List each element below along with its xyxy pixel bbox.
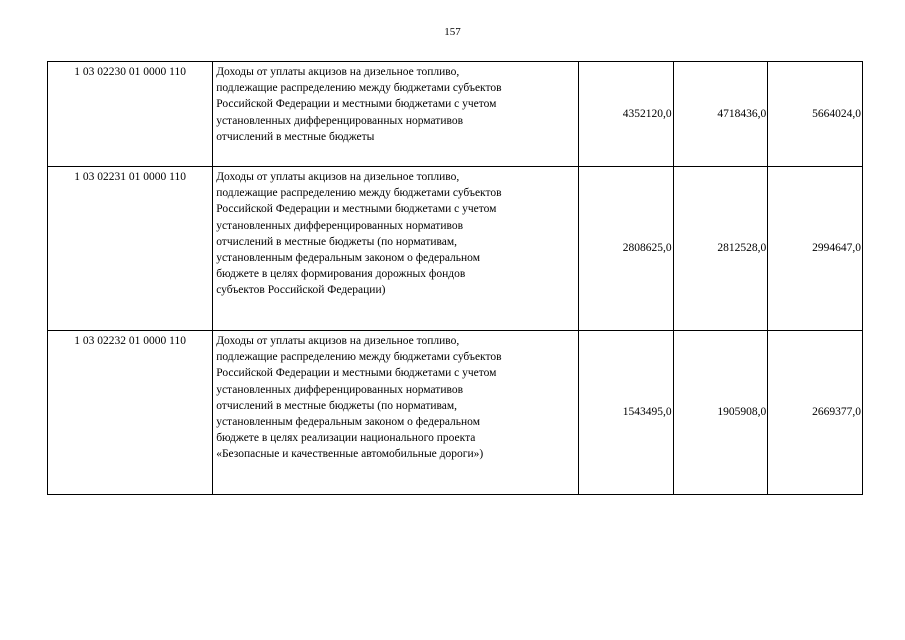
budget-classification-code: 1 03 02230 01 0000 110 — [48, 62, 213, 167]
revenue-description — [213, 331, 579, 495]
revenue-description — [213, 62, 579, 167]
amount-cell: 4352120,0 — [578, 62, 673, 167]
description-line: субъектов Российской Федерации) — [216, 284, 386, 297]
description-line: отчислений в местные бюджеты (по нормативам, — [216, 399, 458, 412]
description-line: Российской Федерации и местными бюджетами с учетом — [216, 98, 497, 111]
description-line: Российской Федерации и местными бюджетами с учетом — [216, 367, 497, 380]
page-number: 157 — [444, 26, 461, 38]
budget-classification-code: 1 03 02232 01 0000 110 — [48, 331, 213, 495]
description-line: установленных дифференцированных нормативов — [216, 383, 464, 396]
description-line: отчислений в местные бюджеты — [216, 130, 375, 143]
revenue-description — [213, 167, 579, 331]
amount-cell: 4718436,0 — [673, 62, 768, 167]
description-line: отчислений в местные бюджеты (по нормативам, — [216, 235, 458, 248]
amount-cell: 1543495,0 — [578, 331, 673, 495]
amount-cell: 5664024,0 — [768, 62, 863, 167]
table-row — [48, 62, 863, 167]
description-line: подлежащие распределению между бюджетами субъектов — [216, 82, 502, 95]
table-row — [48, 167, 863, 331]
budget-classification-code: 1 03 02231 01 0000 110 — [48, 167, 213, 331]
amount-cell: 2808625,0 — [578, 167, 673, 331]
amount-cell: 2994647,0 — [768, 167, 863, 331]
description-line: установленным федеральным законом о федеральном — [216, 252, 480, 265]
amount-cell: 1905908,0 — [673, 331, 768, 495]
description-line: Российской Федерации и местными бюджетами с учетом — [216, 203, 497, 216]
description-line: Доходы от уплаты акцизов на дизельное топливо, — [216, 66, 460, 78]
description-line: Доходы от уплаты акцизов на дизельное топливо, — [216, 171, 460, 183]
description-line: установленных дифференцированных нормативов — [216, 219, 464, 232]
description-line: установленным федеральным законом о федеральном — [216, 416, 480, 429]
description-line: «Безопасные и качественные автомобильные дороги») — [216, 448, 484, 461]
description-line: бюджете в целях реализации национального проекта — [216, 432, 476, 445]
description-line: установленных дифференцированных нормативов — [216, 114, 464, 127]
table-row — [48, 331, 863, 495]
description-line: Доходы от уплаты акцизов на дизельное топливо, — [216, 335, 460, 347]
description-line: подлежащие распределению между бюджетами субъектов — [216, 187, 502, 200]
description-line: бюджете в целях формирования дорожных фондов — [216, 268, 466, 281]
amount-cell: 2812528,0 — [673, 167, 768, 331]
description-line: подлежащие распределению между бюджетами субъектов — [216, 351, 502, 364]
budget-revenue-table — [47, 61, 863, 495]
amount-cell: 2669377,0 — [768, 331, 863, 495]
